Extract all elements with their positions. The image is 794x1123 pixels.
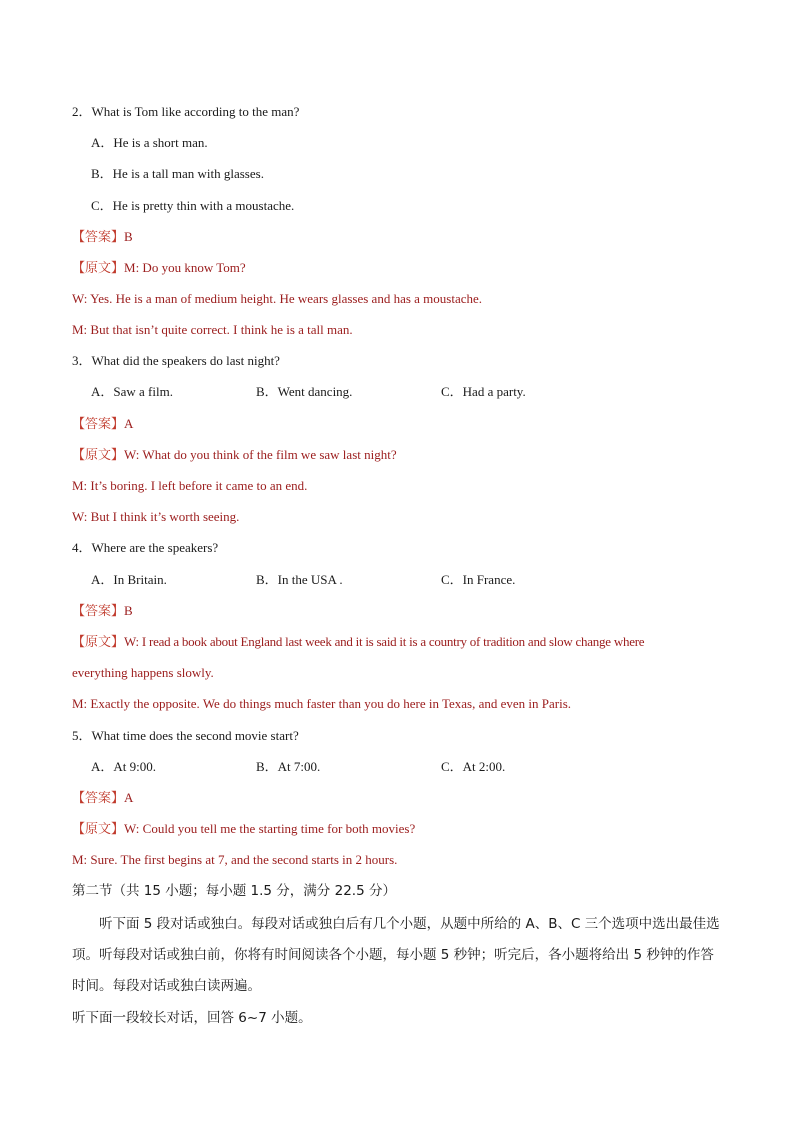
q5-option-a: A．At 9:00. [91, 759, 157, 774]
q5-option-c: C．At 2:00. [441, 759, 506, 774]
q3-answer-line [72, 415, 133, 433]
transcript-tag: 【原文】 [72, 260, 125, 275]
q4-answer-line [72, 602, 133, 620]
q3-option-a: A．Saw a film. [91, 384, 173, 399]
q4-transcript-line-2: everything happens slowly. [72, 665, 214, 680]
section-2-heading: 第二节（共 15 小题；每小题 1.5 分，满分 22.5 分） [72, 883, 396, 899]
transcript-tag: 【原文】 [72, 821, 125, 836]
transcript-tag: 【原文】 [72, 447, 125, 462]
transcript-tag: 【原文】 [72, 634, 125, 649]
q5-option-b: B．At 7:00. [256, 759, 321, 774]
answer-tag: 【答案】 [72, 790, 125, 805]
question-2: 2．What is Tom like according to the man? [72, 104, 300, 119]
q5-answer-line [72, 789, 133, 807]
q4-transcript-line-1 [72, 633, 644, 651]
q5-transcript-line-2: M: Sure. The first begins at 7, and the second starts in 2 hours. [72, 852, 398, 867]
q2-transcript-line-3: M: But that isn’t quite correct. I think he is a tall man. [72, 322, 353, 337]
q5-transcript-line-1 [72, 820, 415, 838]
section-2-instructions: 听下面 5 段对话或独白。每段对话或独白后有几个小题，从题中所给的 A、B、C 三个选项中选出最佳选项。听每段对话或独白前，你将有时间阅读各个小题，每小题 5 秒钟；听完后，各小题将给出 5 秒钟的作答时间。每段对话或独白读两遍。 [72, 916, 720, 994]
question-3: 3．What did the speakers do last night? [72, 353, 280, 368]
answer-value: A [124, 790, 134, 805]
q3-transcript-line-2: M: It’s boring. I left before it came to an end. [72, 478, 308, 493]
transcript-text: W: Could you tell me the starting time for both movies? [124, 821, 416, 836]
q3-option-b: B．Went dancing. [256, 384, 353, 399]
answer-value: A [124, 416, 134, 431]
q3-transcript-line-3: W: But I think it’s worth seeing. [72, 509, 240, 524]
transcript-text: W: I read a book about England last week and it is said it is a country of tradition and slow change where [124, 634, 645, 649]
question-5: 5．What time does the second movie start? [72, 728, 299, 743]
transcript-text: M: Do you know Tom? [124, 260, 246, 275]
q2-option-c: C．He is pretty thin with a moustache. [91, 198, 295, 213]
answer-tag: 【答案】 [72, 229, 125, 244]
q4-options-row [91, 571, 731, 589]
q2-transcript-line-2: W: Yes. He is a man of medium height. He wears glasses and has a moustache. [72, 291, 483, 306]
q4-option-a: A．In Britain. [91, 572, 167, 587]
q4-option-b: B．In the USA . [256, 572, 343, 587]
question-4: 4．Where are the speakers? [72, 540, 219, 555]
q2-transcript-line-1 [72, 259, 246, 277]
q3-options-row [91, 383, 731, 401]
q2-option-b: B．He is a tall man with glasses. [91, 166, 264, 181]
q5-options-row [91, 758, 731, 776]
transcript-text: W: What do you think of the film we saw last night? [124, 447, 397, 462]
q3-option-c: C．Had a party. [441, 384, 526, 399]
q4-transcript-line-3: M: Exactly the opposite. We do things much faster than you do here in Texas, and even in Paris. [72, 696, 572, 711]
q4-option-c: C．In France. [441, 572, 516, 587]
answer-tag: 【答案】 [72, 603, 125, 618]
answer-tag: 【答案】 [72, 416, 125, 431]
q2-answer-line [72, 228, 133, 246]
next-dialogue-prompt: 听下面一段较长对话，回答 6~7 小题。 [72, 1010, 312, 1026]
answer-value: B [124, 603, 133, 618]
q3-transcript-line-1 [72, 446, 397, 464]
answer-value: B [124, 229, 133, 244]
q2-option-a: A．He is a short man. [91, 135, 208, 150]
